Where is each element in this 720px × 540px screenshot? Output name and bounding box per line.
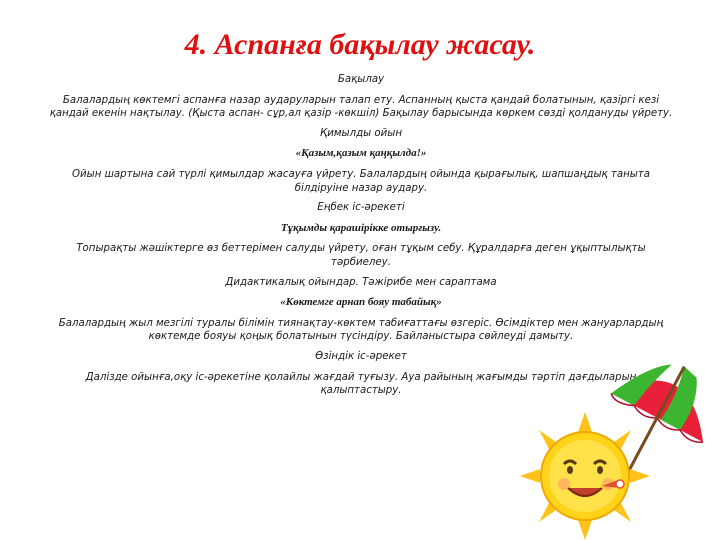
section-text-observation: Балалардың көктемгі аспанға назар аударуларын талап ету. Аспанның қыста қандай болатынын, қазіргі кезі қандай екенін нақтылау. (Қыста аспан- сұр,ал қазір -көкшіл) Бақылау барысында көркем сөзді қолдануды үйрету. (49, 94, 673, 120)
section-subheading-didactic: «Көктемге арнап бояу табайық» (280, 296, 442, 309)
section-text-game: Ойын шартына сай түрлі қимылдар жасауға үйрету. Балалардың ойында қырағылық, шапшаңдық танытa білдіруіне назар аудару. (72, 168, 650, 194)
section-heading-observation: Бақылау (337, 74, 385, 85)
slide-content (46, 73, 676, 404)
section-text-labor: Топырақты жәшіктерге өз беттерімен салуды үйрету, оған тұқым себу. Құралдарға деген ұқыптылықты тәрбиелеу. (76, 243, 646, 268)
section-heading-labor: Еңбек іс-әрекеті (317, 202, 405, 214)
section-subheading-game: «Қазым,қазым қаңқылда!» (295, 147, 427, 160)
section-text-independent: Далізде ойынға,оқу іс-әрекетіне қолайлы жағдай туғызу. Ауа райының жағымды тәртіп дағдыларын қалыптастыру. (85, 371, 637, 397)
section-text-didactic: Балалардың жыл мезгілі туралы білімін тиянақтау-көктем табиғаттағы өзгеріс. Өсімдіктер мен жануарлардың көктемде бояуы қоңық болатынын түсіндіру. Байланыстыра сөйлеуді дамыту. (58, 317, 664, 343)
section-subheading-labor: Тұқымды қарашірікке отырғызу. (280, 221, 442, 234)
section-heading-independent: Өзіндік іс-әрекет (315, 350, 407, 362)
section-heading-game: Қимылды ойын (320, 127, 402, 139)
section-heading-didactic: Дидактикалық ойындар. Тәжірибе мен сараптама (225, 276, 497, 288)
smiling-sun-icon (520, 412, 650, 540)
slide-title: 4. Аспанға бақылау жасау. (184, 28, 536, 61)
